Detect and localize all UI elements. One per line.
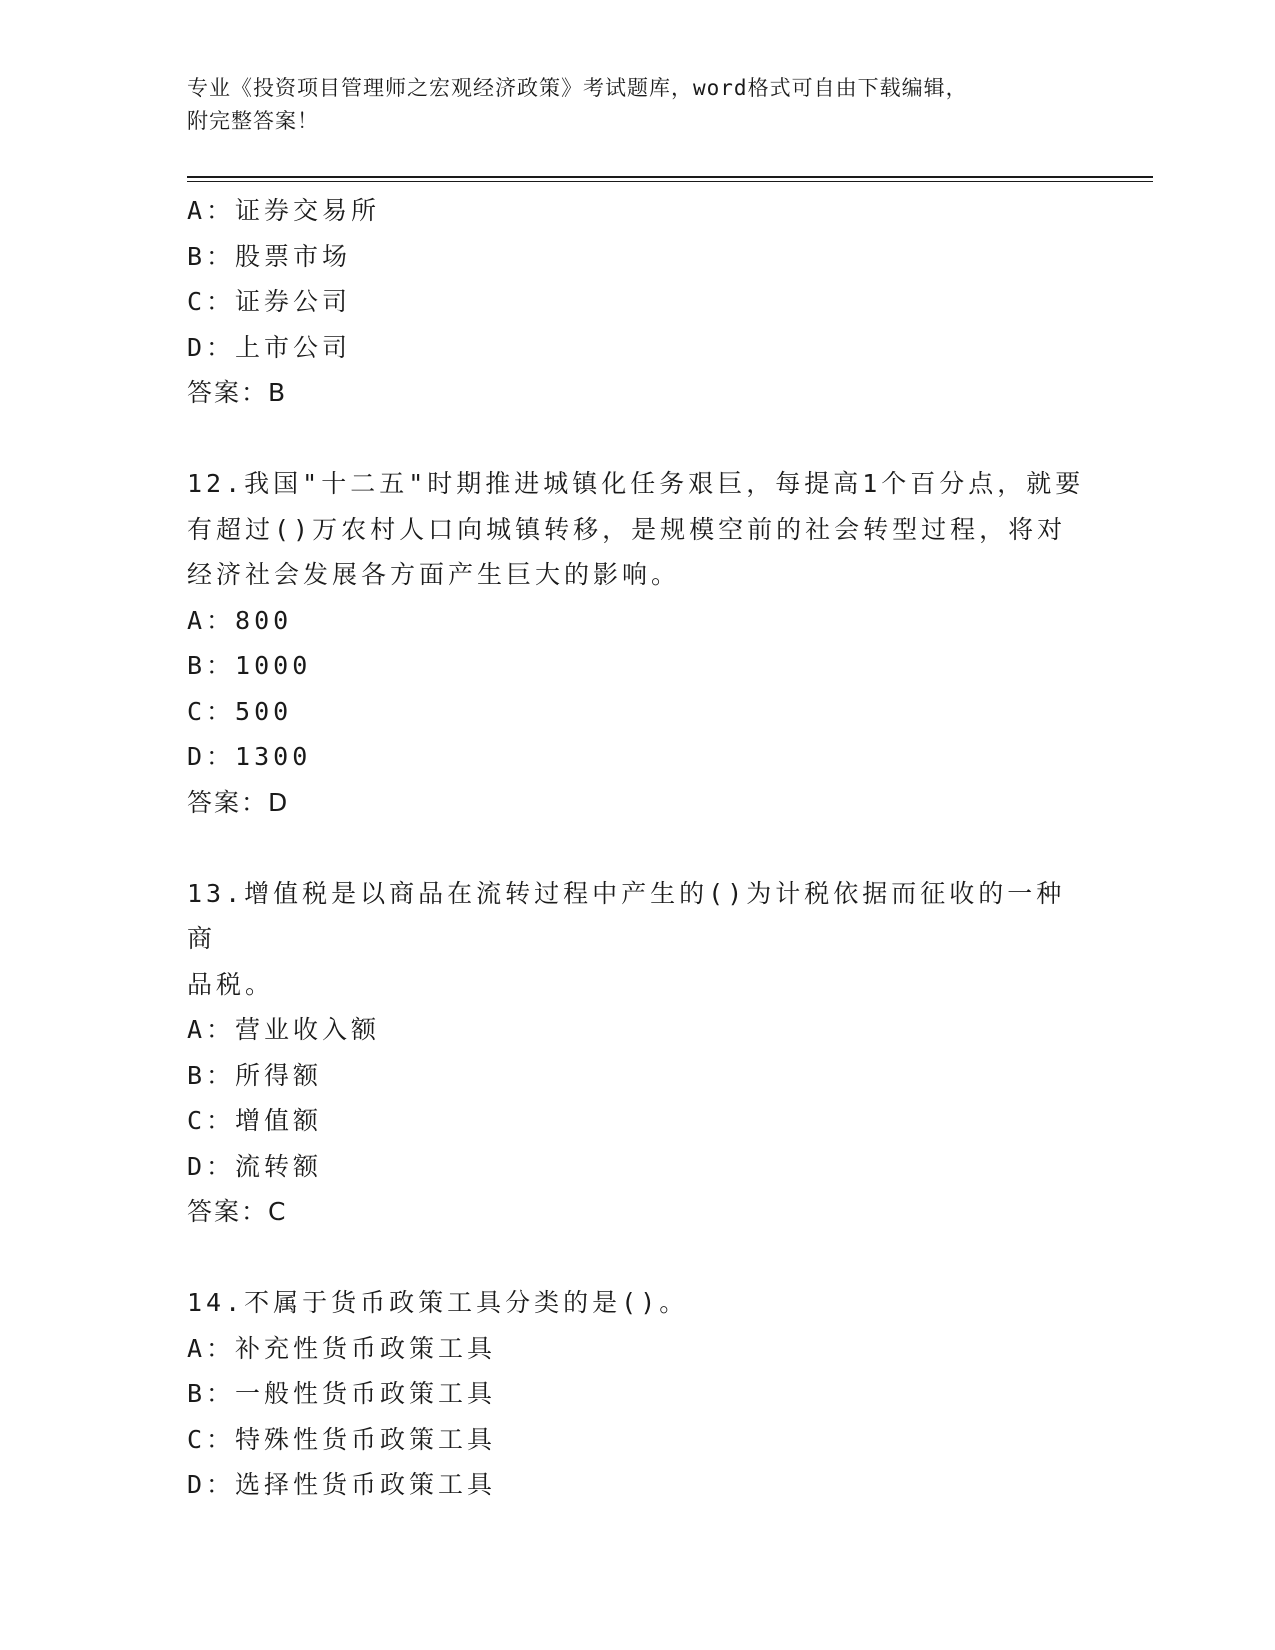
question-text-line: 13.增值税是以商品在流转过程中产生的()为计税依据而征收的一种商 — [187, 878, 1066, 953]
question-text-line: 品税。 — [187, 969, 275, 999]
option-b: B：1000 — [187, 651, 312, 680]
question-11 — [187, 188, 1087, 416]
question-text-line: 经济社会发展各方面产生巨大的影响。 — [187, 560, 681, 589]
option-a: A：补充性货币政策工具 — [187, 1333, 497, 1363]
question-text-line: 有超过()万农村人口向城镇转移，是规模空前的社会转型过程，将对 — [187, 514, 1067, 544]
spacer — [187, 1235, 1087, 1281]
document-header — [187, 72, 1067, 138]
option-a: A：证券交易所 — [187, 196, 381, 225]
option-c: C：增值额 — [187, 1106, 323, 1135]
question-13 — [187, 871, 1087, 1235]
option-b: B：股票市场 — [187, 241, 352, 271]
answer-label: 答案：C — [187, 1197, 288, 1226]
answer-label: 答案：B — [187, 378, 288, 407]
answer-label: 答案：D — [187, 787, 290, 817]
option-d: D：1300 — [187, 742, 312, 771]
question-14 — [187, 1280, 1087, 1508]
question-text-line: 14.不属于货币政策工具分类的是()。 — [187, 1288, 689, 1317]
header-line-2: 附完整答案！ — [187, 109, 319, 133]
document-body — [187, 188, 1087, 1508]
option-b: B：一般性货币政策工具 — [187, 1379, 497, 1408]
header-rule-thin — [187, 181, 1153, 182]
option-a: A：800 — [187, 605, 293, 635]
header-line-1: 专业《投资项目管理师之宏观经济政策》考试题库，word格式可自由下载编辑， — [187, 76, 968, 100]
question-text-line: 12.我国"十二五"时期推进城镇化任务艰巨，每提高1个百分点，就要 — [187, 469, 1085, 498]
option-d: D：选择性货币政策工具 — [187, 1470, 497, 1499]
header-rule-thick — [187, 176, 1153, 178]
spacer — [187, 825, 1087, 871]
spacer — [187, 416, 1087, 462]
option-b: B：所得额 — [187, 1060, 323, 1090]
option-a: A：营业收入额 — [187, 1015, 381, 1044]
option-c: C：500 — [187, 696, 293, 726]
option-c: C：证券公司 — [187, 287, 352, 316]
option-d: D：流转额 — [187, 1151, 323, 1181]
question-12 — [187, 461, 1087, 825]
option-c: C：特殊性货币政策工具 — [187, 1424, 497, 1454]
option-d: D：上市公司 — [187, 332, 352, 362]
